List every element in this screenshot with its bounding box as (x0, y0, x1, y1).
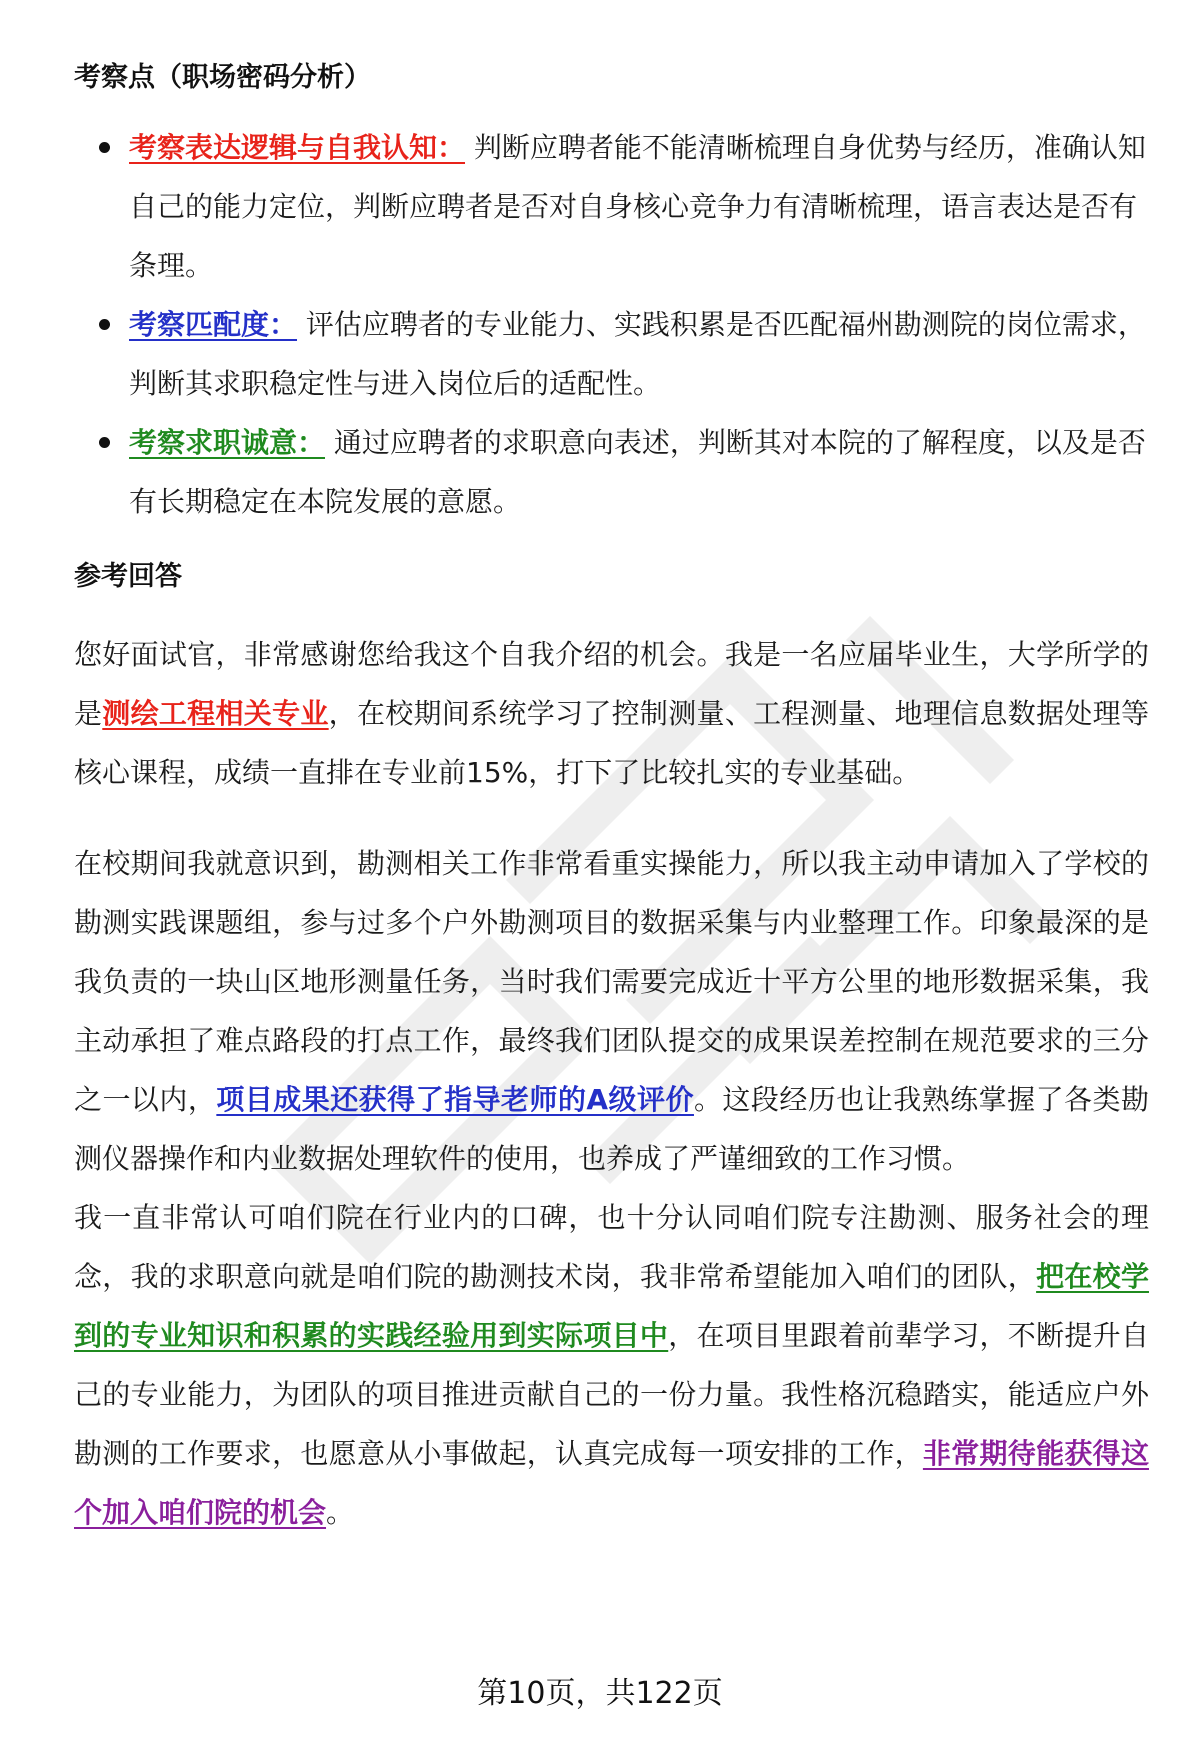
bullet-dot-icon (99, 319, 110, 330)
bullet-dot-icon (99, 437, 110, 448)
list-item-text: 判断应聘者能不能清晰梳理自身优势与经历，准确认知自己的能力定位，判断应聘者是否对自身核心竞争力有清晰梳理，语言表达是否有条理。 (129, 131, 1146, 282)
highlight-expectation: 非常期待能获得这个加入咱们院的机会 (74, 1437, 1149, 1529)
answer-paragraph-2 (74, 834, 1149, 1188)
answer-paragraph-3 (74, 1188, 1149, 1542)
paragraph-text: ，在项目里跟着前辈学习，不断提升自己的专业能力，为团队的项目推进贡献自己的一份力量。我性格沉稳踏实，能适应户外勘测的工作要求，也愿意从小事做起，认真完成每一项安排的工作， (74, 1319, 1149, 1470)
bullet-dot-icon (99, 142, 110, 153)
main-content (74, 58, 1149, 1542)
highlight-achievement: 项目成果还获得了指导老师的A级评价 (216, 1083, 694, 1116)
answer-paragraph-1 (74, 625, 1149, 802)
paragraph-text: 。 (326, 1496, 355, 1529)
list-item (129, 295, 1149, 413)
keyword-logic: 考察表达逻辑与自我认知： (129, 131, 466, 164)
list-item (129, 118, 1149, 295)
section-heading-exam-points: 考察点（职场密码分析） (74, 62, 371, 93)
exam-points-list (74, 118, 1149, 531)
list-item-text: 通过应聘者的求职意向表述，判断其对本院的了解程度，以及是否有长期稳定在本院发展的意愿。 (129, 426, 1146, 518)
section-heading-reference-answer: 参考回答 (74, 561, 182, 592)
highlight-apply-knowledge: 把在校学到的专业知识和积累的实践经验用到实际项目中 (74, 1260, 1149, 1352)
list-item (129, 413, 1149, 531)
keyword-match: 考察匹配度： (129, 308, 298, 341)
paragraph-text: ，在校期间系统学习了控制测量、工程测量、地理信息数据处理等核心课程，成绩一直排在专业前15%，打下了比较扎实的专业基础。 (74, 697, 1149, 789)
highlight-major: 测绘工程相关专业 (102, 697, 329, 730)
list-item-text: 评估应聘者的专业能力、实践积累是否匹配福州勘测院的岗位需求，判断其求职稳定性与进入岗位后的适配性。 (129, 308, 1146, 400)
keyword-sincerity: 考察求职诚意： (129, 426, 326, 459)
paragraph-text: 您好面试官，非常感谢您给我这个自我介绍的机会。我是一名应届毕业生，大学所学的是 (74, 638, 1149, 730)
page-number: 第10页，共122页 (477, 1676, 723, 1711)
paragraph-text: 。这段经历也让我熟练掌握了各类勘测仪器操作和内业数据处理软件的使用，也养成了严谨细致的工作习惯。 (74, 1083, 1149, 1175)
paragraph-text: 在校期间我就意识到，勘测相关工作非常看重实操能力，所以我主动申请加入了学校的勘测实践课题组，参与过多个户外勘测项目的数据采集与内业整理工作。印象最深的是我负责的一块山区地形测量任务，当时我们需要完成近十平方公里的地形数据采集，我主动承担了难点路段的打点工作，最终我们团队提交的成果误差控制在规范要求的三分之一以内， (74, 847, 1149, 1116)
paragraph-text: 我一直非常认可咱们院在行业内的口碑，也十分认同咱们院专注勘测、服务社会的理念，我的求职意向就是咱们院的勘测技术岗，我非常希望能加入咱们的团队， (74, 1201, 1149, 1293)
